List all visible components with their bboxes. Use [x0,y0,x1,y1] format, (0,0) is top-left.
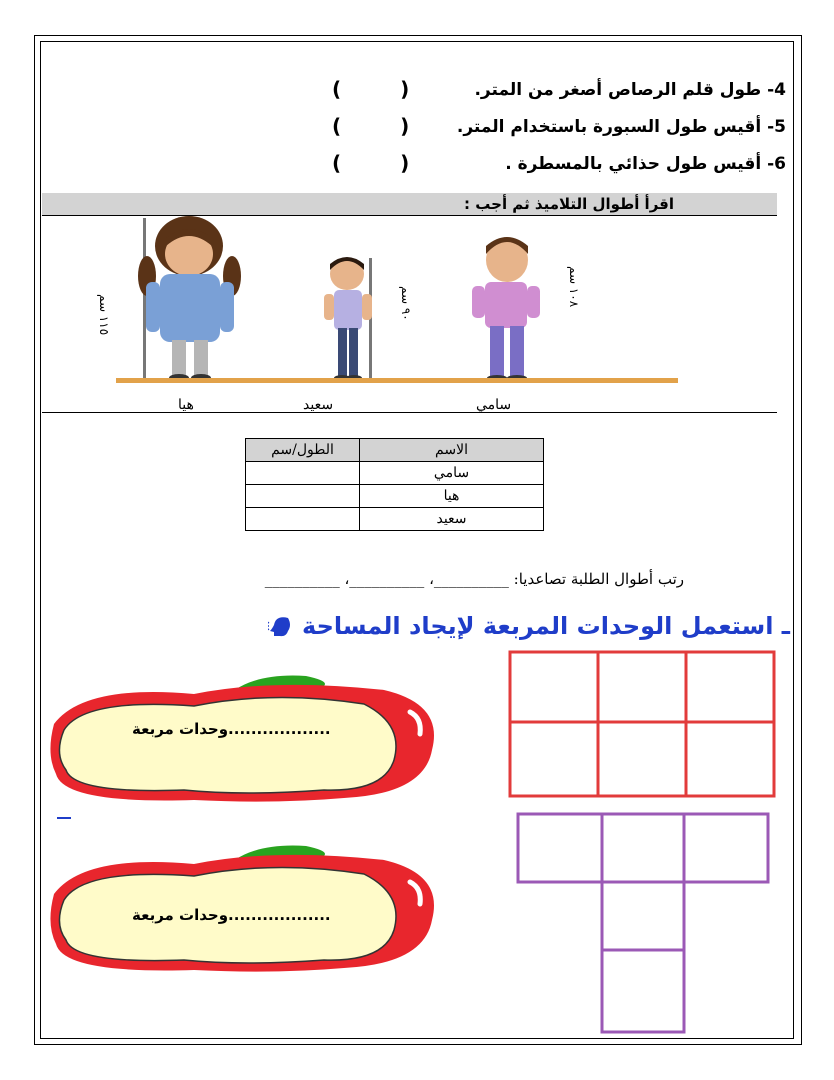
area-title-text: ـ استعمل الوحدات المربعة لإيجاد المساحة [302,612,790,640]
table-cell-name: سعيد [360,508,544,531]
divider [42,412,777,413]
heights-table [245,438,544,531]
table-header-length: الطول/سم [246,439,360,462]
answer-box-5[interactable]: ( ) [332,114,436,138]
purple-unit-shape [516,812,772,1048]
answer-box-4[interactable]: ( ) [332,77,436,101]
student-name-haya: هيا [178,397,194,413]
section-title: اقرأ أطوال التلاميذ ثم أجب : [464,195,674,213]
question-6: 6- أقيس طول حذائي بالمسطرة . [505,154,786,174]
table-cell-length[interactable] [246,485,360,508]
student-name-saeed: سعيد [303,397,334,413]
boy-saeed-figure [324,257,372,382]
table-row [246,462,544,485]
table-row [246,508,544,531]
order-prompt[interactable]: رتب أطوال الطلبة تصاعديا: __________، __________، __________ [264,570,684,588]
table-row [246,485,544,508]
speaking-head-icon [268,615,294,639]
table-cell-length[interactable] [246,508,360,531]
apple-label-2[interactable]: ..................وحدات مربعة [132,906,331,924]
height-label-haya: ١١٥ سم [97,294,111,336]
table-header-name: الاسم [360,439,544,462]
apple-label-1[interactable]: ..................وحدات مربعة [132,720,331,738]
height-label-saeed: ٩٠ سم [399,286,413,321]
student-name-sami: سامي [476,397,512,413]
red-unit-grid [508,650,776,798]
area-title [268,612,790,640]
question-4: 4- طول قلم الرصاص أصغر من المتر. [474,80,786,100]
answer-box-6[interactable]: ( ) [332,151,436,175]
boy-sami-figure [472,237,540,381]
girl-haya-figure [138,216,241,382]
height-label-sami: ١٠٨ سم [567,266,581,308]
floor-ruler [116,378,678,383]
table-cell-length[interactable] [246,462,360,485]
students-illustration [42,216,782,416]
blue-dash [57,817,71,819]
question-5: 5- أقيس طول السبورة باستخدام المتر. [456,117,786,137]
table-cell-name: هيا [360,485,544,508]
table-cell-name: سامي [360,462,544,485]
